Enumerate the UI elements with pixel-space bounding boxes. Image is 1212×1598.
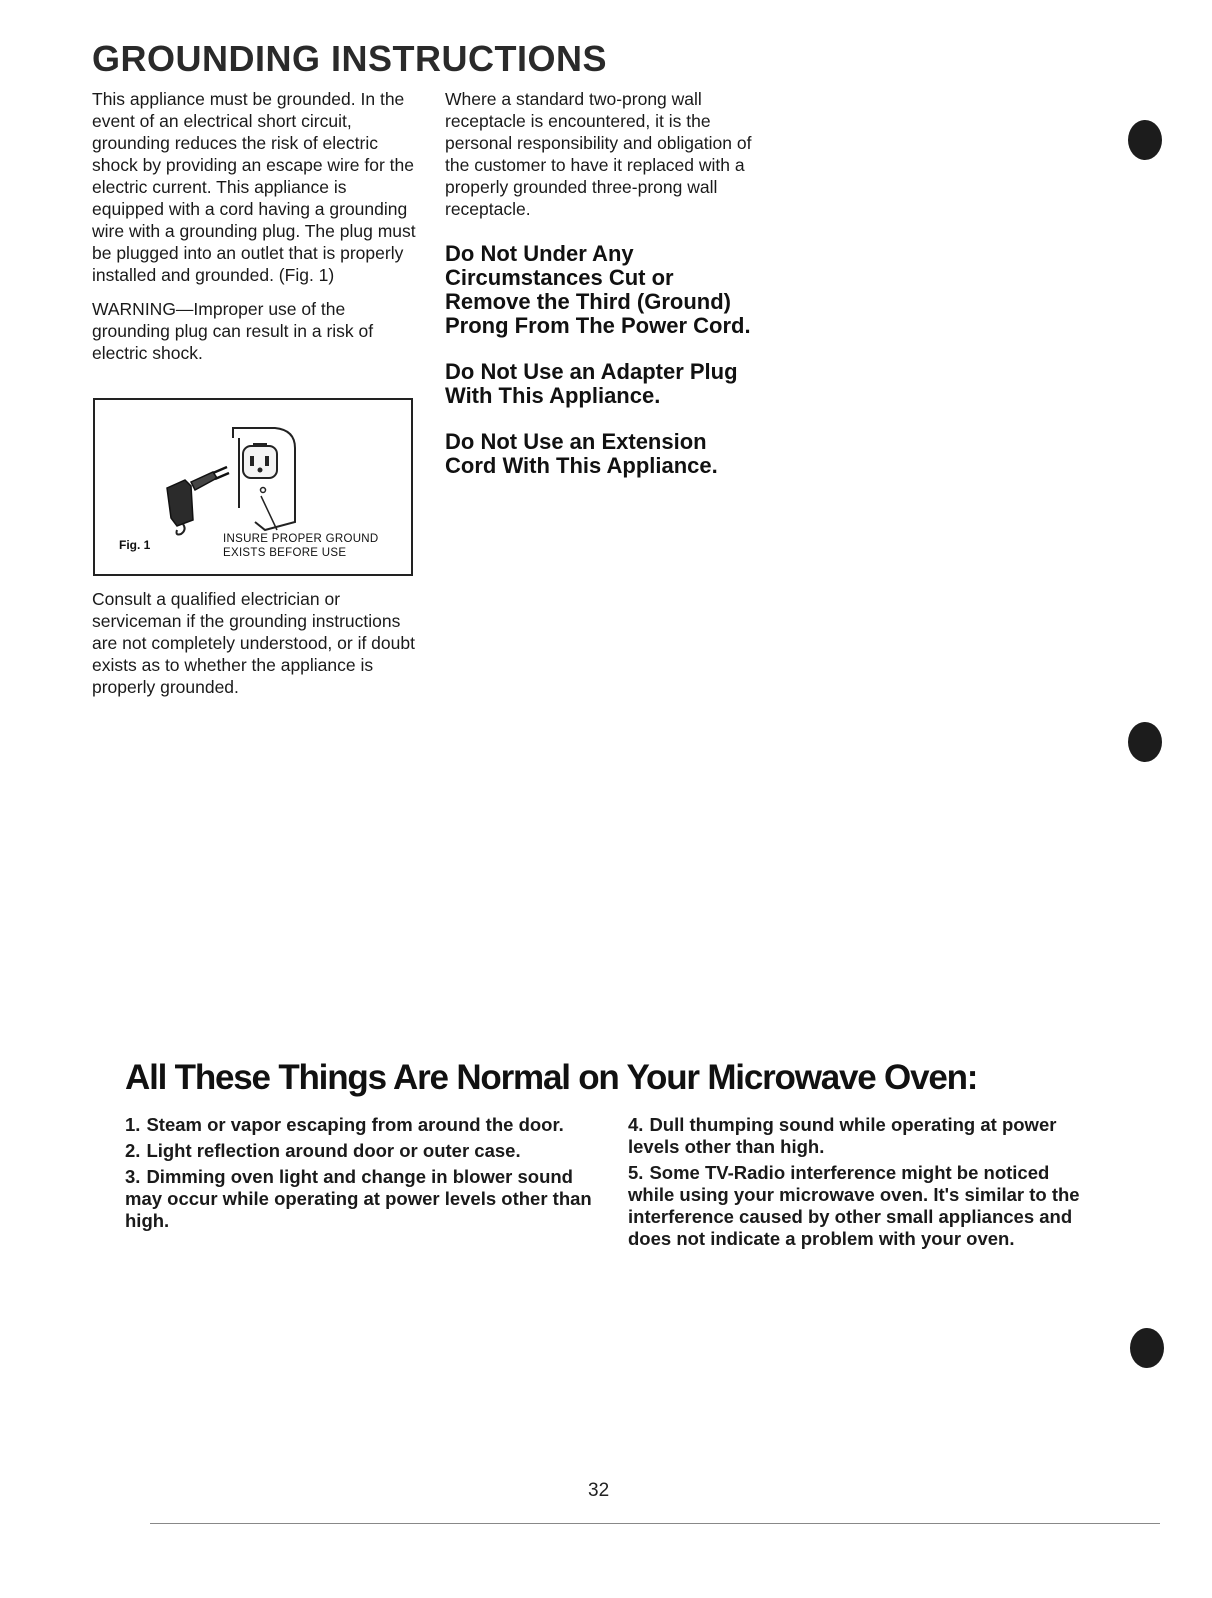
warning-heading: Do Not Under Any Circumstances Cut or Remove the Third (Ground) Prong From The Power Cord. (445, 241, 751, 338)
grounding-plug-illustration (155, 418, 335, 536)
section-title-normal: All These Things Are Normal on Your Microwave Oven: (125, 1058, 978, 1097)
list-item-text: Light reflection around door or outer case. (146, 1140, 521, 1161)
normal-list-right (628, 1114, 1098, 1254)
page-number: 32 (588, 1480, 610, 1501)
bottom-rule (150, 1523, 1160, 1524)
list-item-number: 2. (125, 1140, 141, 1161)
list-item (628, 1162, 1098, 1250)
warning-heading: Do Not Use an Extension Cord With This Appliance. (445, 429, 718, 478)
list-item (628, 1114, 1098, 1158)
figure-caption-line: INSURE PROPER GROUND (223, 533, 379, 545)
list-item-text: Steam or vapor escaping from around the door. (146, 1114, 564, 1135)
list-item-text: Dimming oven light and change in blower sound may occur while operating at power levels other than high. (125, 1166, 592, 1231)
figure-1 (93, 398, 413, 576)
figure-label: Fig. 1 (119, 538, 151, 552)
grounding-paragraph: This appliance must be grounded. In the event of an electrical short circuit, grounding reduces the risk of electric shock by providing an escape wire for the electric current. This appliance is equipped with a cord having a grounding wire with a grounding plug. The plug must be plugged into an outlet that is properly installed and grounded. (Fig. 1) (92, 89, 416, 285)
right-column (445, 88, 755, 500)
warning-paragraph: WARNING—Improper use of the grounding plug can result in a risk of electric shock. (92, 299, 374, 363)
binder-hole-icon (1128, 722, 1162, 762)
binder-hole-icon (1130, 1328, 1164, 1368)
left-column (92, 88, 422, 376)
figure-caption-line: EXISTS BEFORE USE (223, 547, 347, 559)
list-item-text: Dull thumping sound while operating at power levels other than high. (628, 1114, 1057, 1157)
consult-paragraph: Consult a qualified electrician or serviceman if the grounding instructions are not completely understood, or if doubt exists as to whether the appliance is properly grounded. (92, 589, 415, 697)
consult-paragraph-block (92, 588, 422, 710)
two-prong-paragraph: Where a standard two-prong wall receptacle is encountered, it is the personal responsibility and obligation of the customer to have it replaced with a properly grounded three-prong wall receptacle. (445, 89, 752, 219)
list-item-number: 1. (125, 1114, 141, 1135)
list-item-number: 3. (125, 1166, 141, 1187)
section-title-grounding: GROUNDING INSTRUCTIONS (92, 38, 607, 79)
list-item-text: Some TV-Radio interference might be noticed while using your microwave oven. It's similar to the interference caused by other small appliances and does not indicate a problem with your oven. (628, 1162, 1080, 1249)
list-item (125, 1140, 600, 1162)
binder-hole-icon (1128, 120, 1162, 160)
list-item-number: 4. (628, 1114, 644, 1135)
figure-caption (223, 532, 379, 560)
list-item (125, 1166, 600, 1232)
warning-heading: Do Not Use an Adapter Plug With This Appliance. (445, 359, 738, 408)
normal-list-left (125, 1114, 600, 1236)
list-item-number: 5. (628, 1162, 644, 1183)
list-item (125, 1114, 600, 1136)
